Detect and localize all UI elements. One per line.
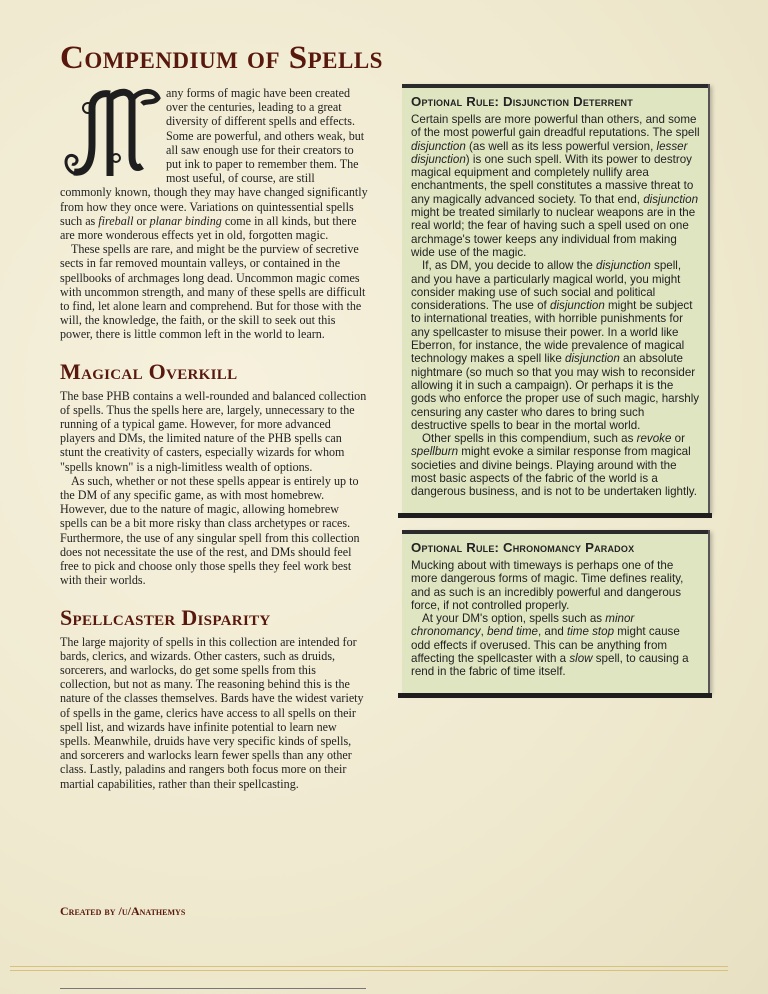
spell-name: time stop <box>567 625 615 639</box>
section-heading: Magical Overkill <box>60 358 238 384</box>
text-run: These spells are rare, and might be the purview of secretive sects in far removed mountain valleys, or contained in the spellbooks of archmages long dead. Uncommon magic comes with uncommon strength, and many of these spells are difficult to find, let alone learn and comprehend. But for those with the will, the knowledge, the faith, or the skill to seek out this power, there is little common left in the world to learn. <box>60 242 366 342</box>
spell-name: fireball <box>98 213 134 228</box>
text-run: Certain spells are more powerful than others, and some of the most powerful gain dreadful reputations. The spell <box>411 113 700 140</box>
text-run: might cause odd effects if overused. This can be anything from affecting the spellcaster with a <box>411 625 680 666</box>
spell-name: spellburn <box>411 445 459 459</box>
spell-name: planar binding <box>149 213 222 228</box>
spell-name: revoke <box>636 432 672 446</box>
spell-name: disjunction <box>411 139 466 153</box>
text-run: spell, and you have a particularly magical world, you might consider making use of such social and political considerations. The use of <box>411 259 682 313</box>
footnote-divider <box>60 988 366 989</box>
note-heading: Optional Rule: Disjunction Deterrent <box>411 94 633 109</box>
text-run: The large majority of spells in this collection are intended for bards, clerics, and wizards. Other casters, such as druids, sorcerers, and warlocks, do get some spells from this collection, but not as many. The reasoning behind this is the nature of the classes themselves. Bards have the widest variety of spells in the game, clerics have access to all spells on their spell list, and wizards have infinite potential to learn new spells. Meanwhile, druids have very specific kinds of spells, and sorcerers and warlocks learn fewer spells than any other class. Lastly, paladins and rangers both focus more on their martial capabilities, rather than their spellcasting. <box>60 634 364 791</box>
spell-name: disjunction <box>643 192 699 206</box>
spell-name: bend time <box>487 625 538 639</box>
text-run: come in all kinds, but there are more wonderous effects yet in old, forgotten magic. <box>60 213 357 243</box>
paragraph <box>60 242 368 341</box>
text-run: spell, to causing a rend in the fabric of time itself. <box>411 652 689 679</box>
text-run: might evoke a similar response from magical societies and divine beings. Playing around with the most basic aspects of the fabric of the world is a dangerous business, and is not to be undertaken lightly. <box>411 445 697 499</box>
svg-text:M: M <box>58 86 59 87</box>
paragraph <box>60 389 368 474</box>
paragraph <box>411 113 700 259</box>
text-run: The base PHB contains a well-rounded and balanced collection of spells. Thus the spells here are, largely, unnecessary to the running of a typical game. However, for more advanced players and DMs, the limited nature of the PHB spells can stunt the creativity of casters, especially wizards for whom "spells known" is a nigh-limitless wealth of options. <box>60 388 367 474</box>
text-run: , <box>480 625 488 639</box>
paragraph <box>60 635 368 791</box>
text-run: At your DM's option, spells such as <box>422 612 606 626</box>
text-run: or <box>133 213 150 228</box>
sidebar-note-chronomancy <box>402 530 708 693</box>
text-run: (as well as its less powerful version, <box>465 139 657 153</box>
text-run: , and <box>537 625 567 639</box>
text-run: ) is one such spell. With its power to destroy magical equipment and completely nullify area enchantments, the spell constitutes a massive threat to any magically advanced society. To that end, <box>411 152 694 206</box>
footer-credit: Created by /u/Anathemys <box>60 904 186 918</box>
section-heading: Spellcaster Disparity <box>60 604 271 630</box>
note-heading: Optional Rule: Chronomancy Paradox <box>411 540 635 555</box>
text-run: might be treated similarly to nuclear weapons are in the real world; the fear of having such a spell used on one archmage's tower keeps any individual from making wide use of the magic. <box>411 206 696 259</box>
spell-name: minor chronomancy <box>411 612 635 639</box>
text-run: might be subject to international treaties, with horrible punishments for any spellcaster to misuse their power. In a world like Eberron, for instance, the wide prevalence of magical technology makes a spell like <box>411 299 693 366</box>
text-run: any forms of magic have been created over the centuries, leading to a great diversity of different spells and effects. Some are powerful, and others weak, but all saw enough use for their creators to put ink to paper to remember them. The most useful, of course, are still commonly known, though they may have changed significantly from how they once were. Variations on quintessential spells such as <box>60 86 368 228</box>
text-run: If, as DM, you decide to allow the <box>422 259 596 273</box>
text-run: or <box>671 432 685 446</box>
paragraph <box>411 559 700 612</box>
spell-name: lesser disjunction <box>411 139 688 166</box>
text-run: Mucking about with timeways is perhaps one of the more dangerous forms of magic. Time defines reality, and as such is an incredibly powerful and dangerous force, if not controlled properly. <box>411 559 684 612</box>
paragraph <box>411 259 700 432</box>
text-run: As such, whether or not these spells appear is entirely up to the DM of any specific game, as with most homebrew. However, due to the nature of magic, allowing homebrew spells can be a bit more risky than class archetypes or races. Furthermore, the use of any singular spell from this collection does not necessitate the use of the rest, and DMs should feel free to pick and choose only those spells they feel work best with their worlds. <box>60 473 360 588</box>
text-run: Other spells in this compendium, such as <box>422 432 637 446</box>
spell-name: disjunction <box>596 259 651 273</box>
paragraph <box>411 432 700 498</box>
text-run: an absolute nightmare (so much so that you may wish to reconsider allowing it in such a campaign). Or perhaps it is the gods who enforce the proper use of such magic, harshly censuring any caster who dares to bring such destructive spells to bear in the mortal world. <box>411 352 700 432</box>
sidebar-note-disjunction <box>402 84 708 513</box>
page-border-decoration <box>10 966 728 971</box>
paragraph <box>411 612 700 678</box>
spell-name: disjunction <box>550 299 605 313</box>
page-title: Compendium of Spells <box>60 40 383 76</box>
spell-name: disjunction <box>565 352 620 366</box>
dropcap-m-icon <box>58 86 162 182</box>
paragraph <box>60 474 368 588</box>
left-column <box>60 86 368 791</box>
spell-name: slow <box>569 652 593 666</box>
